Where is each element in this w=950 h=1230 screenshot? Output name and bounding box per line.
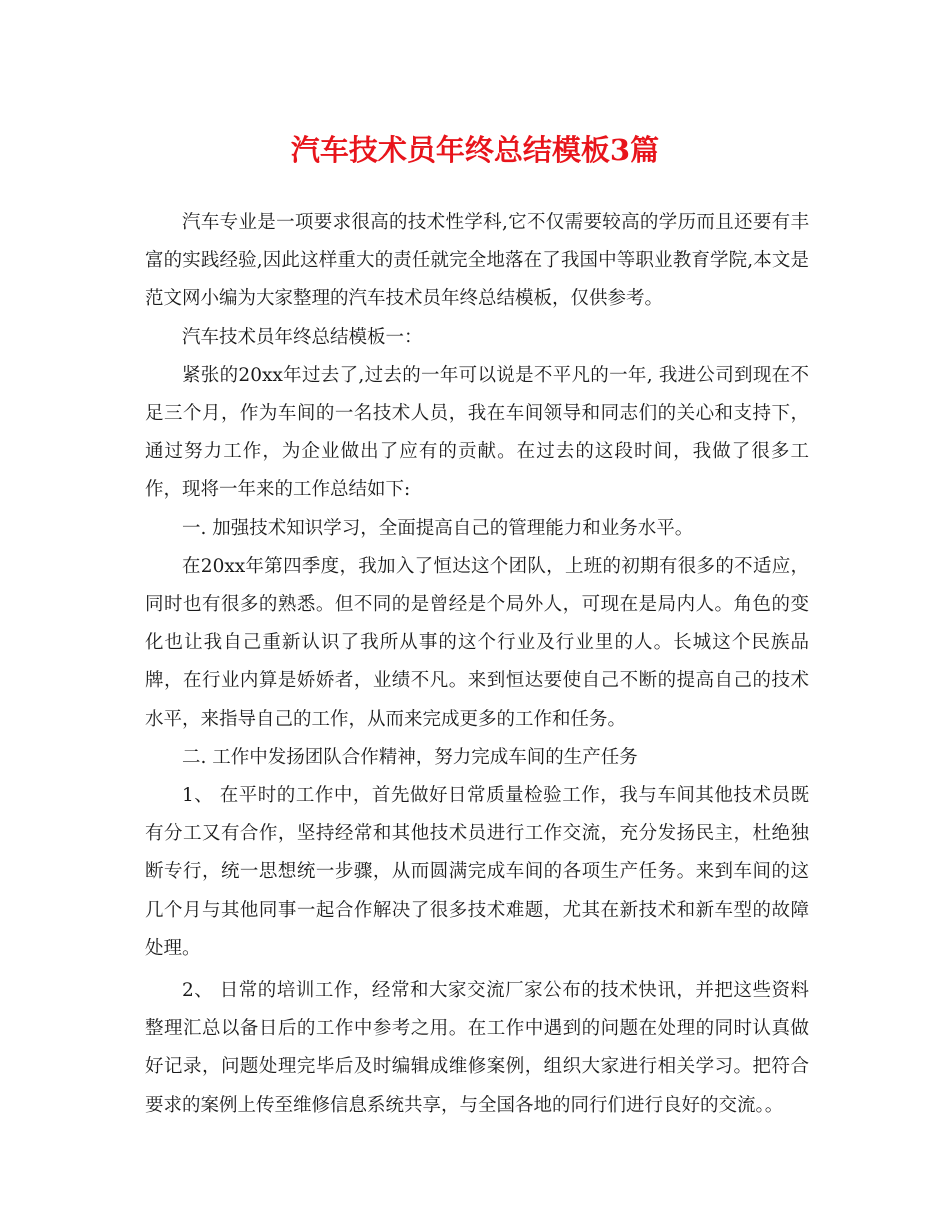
intro-paragraph: 汽车专业是一项要求很高的技术性学科,它不仅需要较高的学历而且还要有丰富的实践经验,因此这样重大的责任就完全地落在了我国中等职业教育学院,本文是范文网小编为大家整理的汽车技术员年终总结模板，仅供参考。 [145, 212, 809, 310]
document-body [145, 204, 809, 1125]
point-one-heading: 一. 加强技术知识学习，全面提高自己的管理能力和业务水平。 [182, 517, 694, 539]
section-heading-template-one: 汽车技术员年终总结模板一： [182, 326, 423, 348]
document-title: 汽车技术员年终总结模板3篇 [290, 133, 660, 167]
point-two-item-one: 1、 在平时的工作中，首先做好日常质量检验工作，我与车间其他技术员既有分工又有合作，坚持经常和其他技术员进行工作交流，充分发扬民主，杜绝独断专行，统一思想统一步骤，从而圆满完成车间的各项生产任务。来到车间的这几个月与其他同事一起合作解决了很多技术难题，尤其在新技术和新车型的故障处理。 [145, 785, 809, 959]
point-two-heading: 二. 工作中发扬团队合作精神，努力完成车间的生产任务 [182, 746, 638, 768]
point-two-item-two: 2、 日常的培训工作，经常和大家交流厂家公布的技术快讯，并把这些资料整理汇总以备日后的工作中参考之用。在工作中遇到的问题在处理的同时认真做好记录，问题处理完毕后及时编辑成维修案例，组织大家进行相关学习。把符合要求的案例上传至维修信息系统共享，与全国各地的同行们进行良好的交流。。 [145, 980, 809, 1116]
point-one-paragraph: 在20xx年第四季度，我加入了恒达这个团队，上班的初期有很多的不适应，同时也有很多的熟悉。但不同的是曾经是个局外人，可现在是局内人。角色的变化也让我自己重新认识了我所从事的这个行业及行业里的人。长城这个民族品牌，在行业内算是娇娇者，业绩不凡。来到恒达要使自己不断的提高自己的技术水平，来指导自己的工作，从而来完成更多的工作和任务。 [145, 555, 809, 730]
summary-opening-paragraph: 紧张的20xx年过去了,过去的一年可以说是不平凡的一年, 我进公司到现在不足三个月，作为车间的一名技术人员，我在车间领导和同志们的关心和支持下，通过努力工作，为企业做出了应有的贡献。在过去的这段时间，我做了很多工作，现将一年来的工作总结如下: [145, 364, 809, 501]
